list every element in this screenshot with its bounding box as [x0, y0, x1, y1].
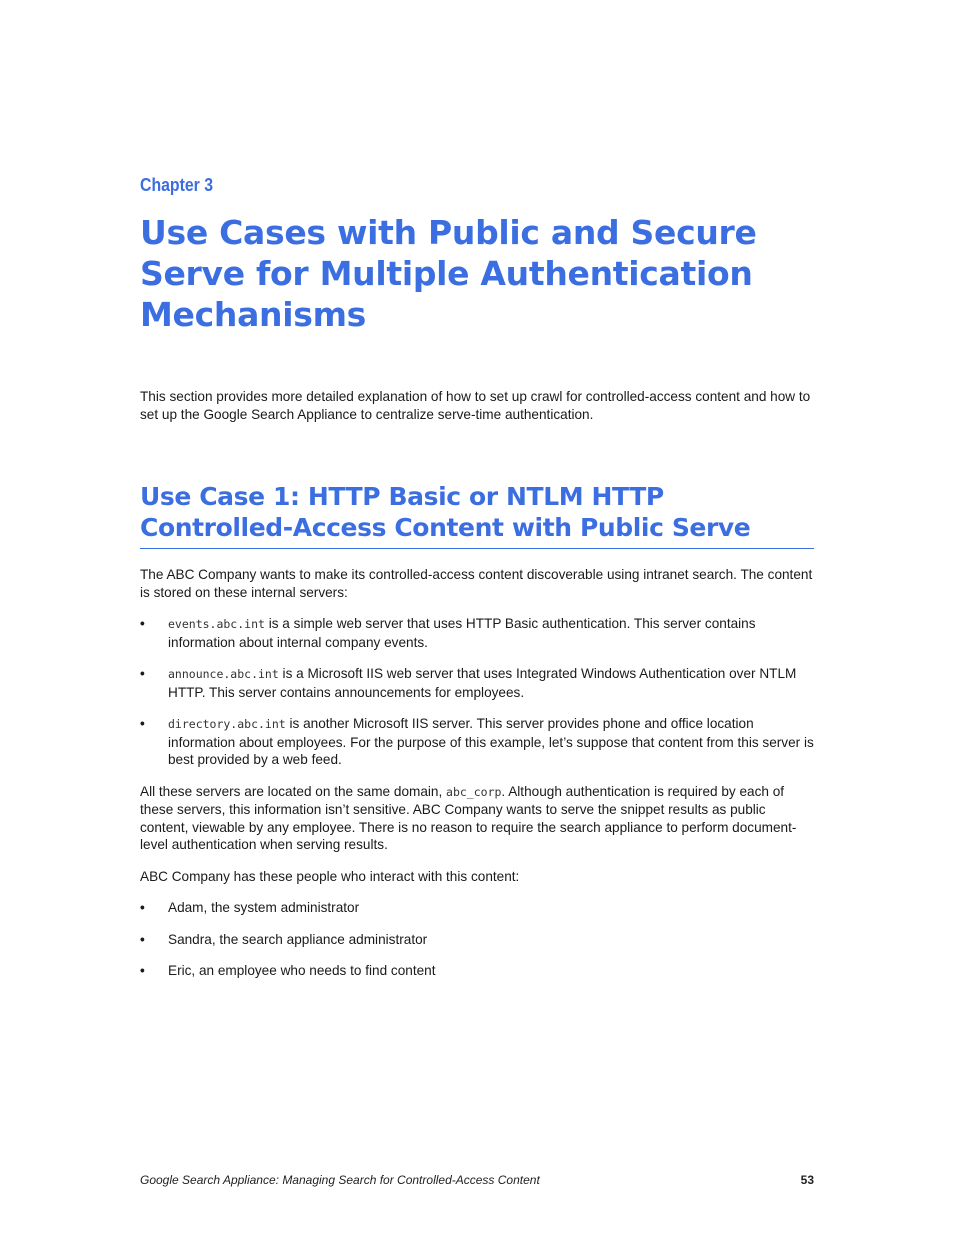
- bullet-icon: •: [140, 666, 145, 681]
- section-divider: [140, 548, 814, 549]
- footer-document-title: Google Search Appliance: Managing Search for Controlled-Access Content: [140, 1173, 540, 1187]
- person-description: Eric, an employee who needs to find content: [168, 963, 436, 978]
- list-item: [140, 715, 814, 769]
- people-list: [140, 899, 814, 980]
- section-body: [140, 566, 814, 994]
- server-description: is another Microsoft IIS server. This server provides phone and office location information about employees. For the purpose of this example, let’s suppose that content from this server is best provided by a web feed.: [168, 716, 814, 767]
- bullet-icon: •: [140, 963, 145, 978]
- domain-name: abc_corp: [446, 784, 502, 799]
- person-description: Sandra, the search appliance administrator: [168, 931, 428, 947]
- bullet-icon: •: [140, 716, 145, 731]
- server-hostname: announce.abc.int: [168, 667, 279, 681]
- list-item: [140, 962, 814, 980]
- section-title: Use Case 1: HTTP Basic or NTLM HTTP Controlled-Access Content with Public Serve: [140, 482, 751, 542]
- server-description: is a Microsoft IIS web server that uses Integrated Windows Authentication over NTLM HTTP. This server contains announcements for employees.: [168, 666, 797, 700]
- paragraph-servers-intro: The ABC Company wants to make its controlled-access content discoverable using intranet search. The content is stored on these internal servers:: [140, 567, 813, 600]
- chapter-title: Use Cases with Public and Secure Serve for Multiple Authentication Mechanisms: [140, 213, 757, 334]
- person-description: Adam, the system administrator: [168, 900, 360, 915]
- paragraph-domain: [140, 783, 814, 854]
- paragraph-domain-before: All these servers are located on the same domain,: [140, 783, 447, 799]
- server-hostname: events.abc.int: [168, 617, 265, 631]
- footer-page-number: 53: [800, 1173, 814, 1187]
- server-list: [140, 615, 814, 769]
- intro-paragraph: This section provides more detailed explanation of how to set up crawl for controlled-access content and how to set up the Google Search Appliance to centralize serve-time authentication.: [140, 389, 811, 422]
- bullet-icon: •: [140, 931, 145, 947]
- list-item: [140, 899, 814, 917]
- bullet-icon: •: [140, 900, 145, 915]
- list-item: [140, 931, 814, 949]
- list-item: [140, 615, 814, 651]
- paragraph-people-intro: ABC Company has these people who interact with this content:: [140, 868, 520, 884]
- paragraph-domain-after: . Although authentication is required by each of these servers, this information isn’t sensitive. ABC Company wants to serve the snippet results as public content, viewable by any employee. There is no reason to require the search appliance to perform document-level authentication when serving results.: [140, 783, 797, 852]
- server-description: is a simple web server that uses HTTP Basic authentication. This server contains information about internal company events.: [168, 616, 756, 650]
- chapter-label: Chapter 3: [140, 175, 214, 195]
- server-hostname: directory.abc.int: [168, 717, 286, 731]
- bullet-icon: •: [140, 616, 145, 631]
- list-item: [140, 665, 814, 701]
